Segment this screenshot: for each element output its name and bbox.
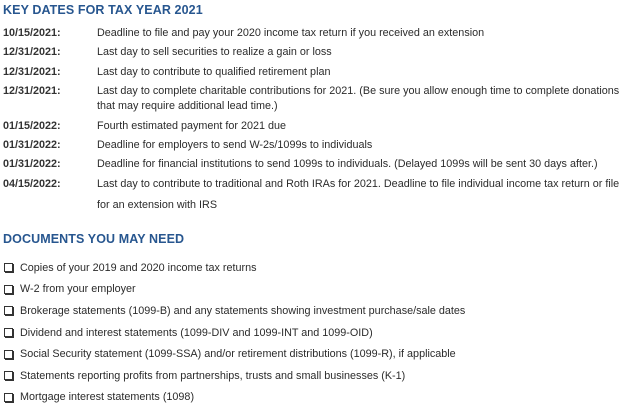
checkbox-icon <box>4 328 13 337</box>
key-date-row <box>3 138 621 153</box>
key-dates-heading: KEY DATES FOR TAX YEAR 2021 <box>3 3 203 17</box>
key-date-row <box>3 157 621 172</box>
checklist-item <box>3 300 621 322</box>
checkbox-icon <box>4 306 13 315</box>
key-date: 01/31/2022: <box>3 158 61 171</box>
key-date: 01/31/2022: <box>3 138 61 151</box>
checklist-item <box>3 365 621 387</box>
checklist-item-label: Mortgage interest statements (1098) <box>20 391 195 404</box>
key-date-row <box>3 45 621 60</box>
key-date: 12/31/2021: <box>3 65 61 78</box>
checkbox-icon <box>4 285 13 294</box>
checklist-item-label: Social Security statement (1099-SSA) and/or retirement distributions (1099-R), if applicable <box>20 348 456 361</box>
key-dates-list <box>3 26 621 220</box>
checkbox-icon <box>4 371 13 380</box>
key-date-row <box>3 26 621 41</box>
key-date-description: Last day to sell securities to realize a gain or loss <box>97 46 332 59</box>
checkbox-icon <box>4 263 13 272</box>
checklist-item <box>3 279 621 301</box>
documents-heading: DOCUMENTS YOU MAY NEED <box>3 232 185 246</box>
key-date-description: Deadline for employers to send W-2s/1099s to individuals <box>97 138 373 151</box>
checklist-item-label: Statements reporting profits from partnerships, trusts and small businesses (K-1) <box>20 369 406 382</box>
key-date-row <box>3 177 621 216</box>
documents-checklist <box>3 257 621 408</box>
checklist-item <box>3 322 621 344</box>
key-date-row <box>3 119 621 134</box>
key-date: 12/31/2021: <box>3 85 61 98</box>
checklist-item-label: Dividend and interest statements (1099-DIV and 1099-INT and 1099-OID) <box>20 326 373 339</box>
key-date-description: Last day to contribute to qualified retirement plan <box>97 65 331 78</box>
key-date-description: Last day to complete charitable contributions for 2021. (Be sure you allow enough time to complete donations that may require additional lead time.) <box>97 85 620 113</box>
key-date-description: Last day to contribute to traditional and Roth IRAs for 2021. Deadline to file individual income tax return or file for an extension with IRS <box>97 177 620 211</box>
checklist-item <box>3 343 621 365</box>
key-date-description: Deadline for financial institutions to send 1099s to individuals. (Delayed 1099s will be sent 30 days after.) <box>97 158 598 171</box>
checklist-item-label: Brokerage statements (1099-B) and any statements showing investment purchase/sale dates <box>20 304 466 317</box>
key-date: 10/15/2021: <box>3 27 61 39</box>
checklist-item-label: Copies of your 2019 and 2020 income tax returns <box>20 261 257 274</box>
key-date-description: Fourth estimated payment for 2021 due <box>97 119 287 132</box>
checklist-item-label: W-2 from your employer <box>20 283 136 296</box>
checklist-item <box>3 387 621 408</box>
checkbox-icon <box>4 350 13 359</box>
key-date-row <box>3 65 621 80</box>
key-date: 04/15/2022: <box>3 177 61 190</box>
key-date: 01/15/2022: <box>3 119 61 132</box>
checkbox-icon <box>4 393 13 402</box>
key-date-row <box>3 84 621 114</box>
key-date: 12/31/2021: <box>3 46 61 59</box>
checklist-item <box>3 257 621 279</box>
key-date-description: Deadline to file and pay your 2020 income tax return if you received an extension <box>97 27 485 39</box>
